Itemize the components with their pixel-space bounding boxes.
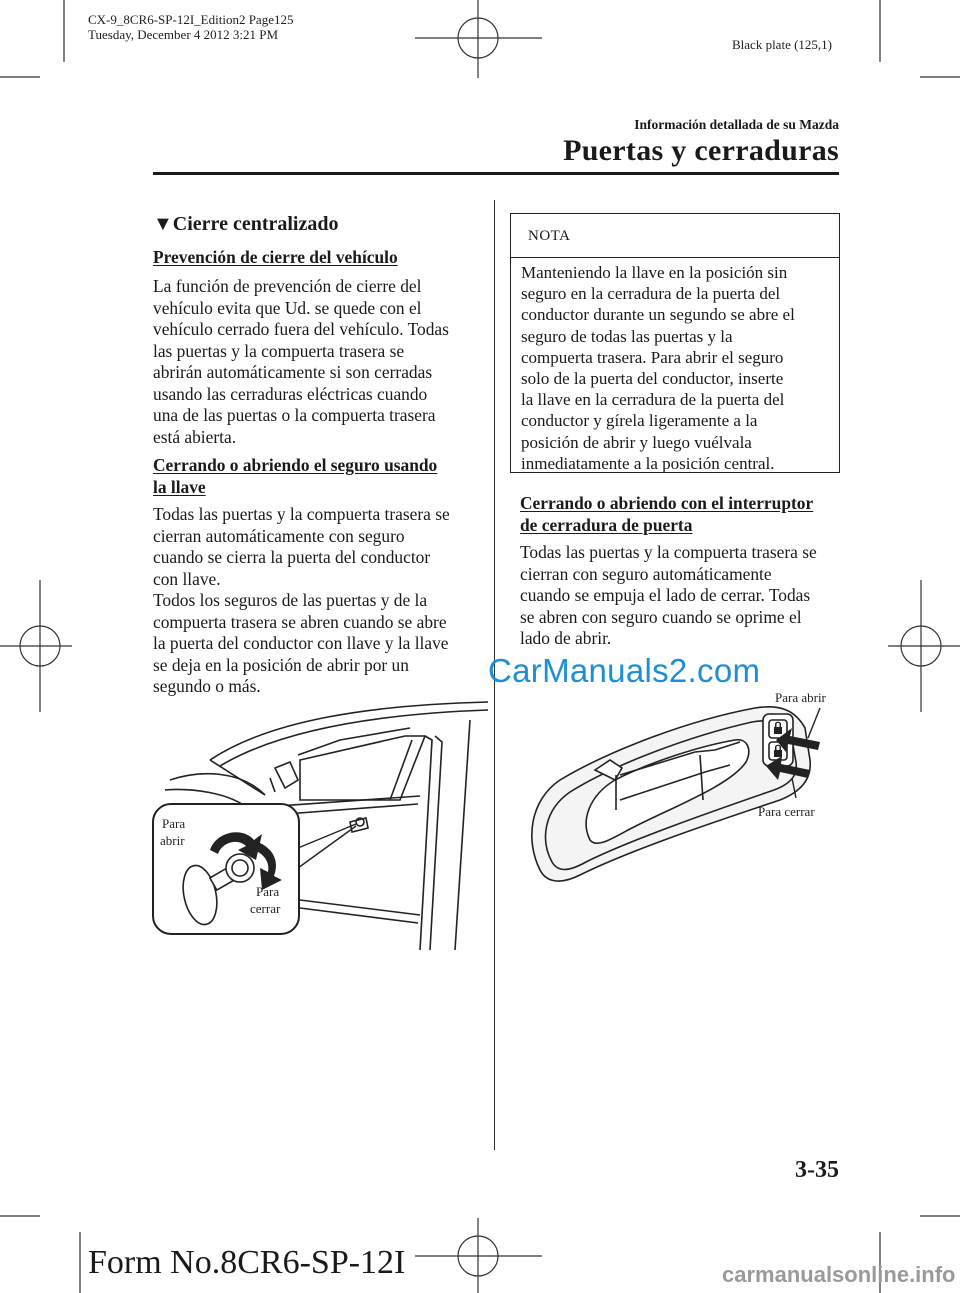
- text-line: se abren con seguro cuando se oprime el: [520, 606, 802, 627]
- note-line: compuerta trasera. Para abrir el seguro: [521, 347, 784, 367]
- subhead-switch-lock: [520, 493, 813, 536]
- text-line: las puertas y la compuerta trasera se: [153, 340, 405, 361]
- label-para-close-2: cerrar: [250, 901, 281, 916]
- paragraph-key-lock: [153, 504, 488, 698]
- note-line: conductor durante un segundo se abre el: [521, 305, 795, 325]
- print-header-file: CX-9_8CR6-SP-12I_Edition2 Page125: [88, 12, 294, 27]
- label-para-close-1: Para: [256, 884, 280, 899]
- section-header: Puertas y cerraduras: [563, 134, 839, 167]
- form-number: Form No.8CR6-SP-12I: [88, 1244, 406, 1281]
- chapter-header: Información detallada de su Mazda: [634, 117, 839, 132]
- label-para-cerrar: Para cerrar: [758, 804, 815, 819]
- door-key-illustration: [150, 700, 490, 950]
- text-line: segundo o más.: [153, 676, 261, 696]
- text-line: cierran con seguro automáticamente: [520, 563, 772, 584]
- label-para-open-2: abrir: [160, 833, 185, 848]
- text-line: Todas las puertas y la compuerta trasera se: [153, 504, 450, 524]
- print-header-plate: Black plate (125,1): [732, 37, 832, 52]
- note-line: inmediatamente a la posición central.: [521, 453, 775, 473]
- text-line: cierran automáticamente con seguro: [153, 525, 405, 546]
- note-line: posición de abrir y luego vuélvala: [521, 432, 752, 452]
- text-line: usando las cerraduras eléctricas cuando: [153, 383, 428, 404]
- note-title: NOTA: [528, 228, 571, 244]
- note-line: la llave en la cerradura de la puerta del: [521, 390, 785, 410]
- note-line: solo de la puerta del conductor, inserte: [521, 369, 784, 389]
- door-switch-illustration: [520, 680, 845, 890]
- subhead-line: Cerrando o abriendo el seguro usando: [153, 455, 438, 475]
- text-line: está abierta.: [153, 426, 237, 447]
- text-line: Todos los seguros de las puertas y de la: [153, 590, 428, 610]
- text-line: compuerta trasera se abren cuando se abre: [153, 611, 447, 632]
- text-line: La función de prevención de cierre del: [153, 276, 422, 296]
- text-line: cuando se cierra la puerta del conductor: [153, 547, 431, 567]
- subhead-key-lock: [153, 455, 437, 498]
- text-line: con llave.: [153, 568, 221, 589]
- text-line: una de las puertas o la compuerta trasera: [153, 405, 436, 425]
- text-line: lado de abrir.: [520, 628, 612, 648]
- subhead-lock-prevention: Prevención de cierre del vehículo: [153, 247, 398, 267]
- print-header-date: Tuesday, December 4 2012 3:21 PM: [88, 27, 279, 42]
- text-line: abrirán automáticamente si son cerradas: [153, 362, 433, 382]
- text-line: vehículo evita que Ud. se quede con el: [153, 297, 422, 318]
- watermark-logo: CarManuals2.com: [488, 652, 761, 689]
- text-line: la puerta del conductor con llave y la llave: [153, 633, 449, 653]
- note-box: [510, 213, 840, 473]
- text-line: cuando se empuja el lado de cerrar. Todas: [520, 585, 811, 605]
- label-para-abrir: Para abrir: [775, 690, 826, 705]
- header-rule: [153, 172, 839, 175]
- note-line: seguro de todas las puertas y la: [521, 326, 733, 346]
- text-line: Todas las puertas y la compuerta trasera se: [520, 542, 817, 562]
- note-divider: [511, 257, 839, 258]
- note-line: conductor y gírela ligeramente a la: [521, 411, 758, 431]
- subhead-line: de cerradura de puerta: [520, 514, 693, 535]
- paragraph-lock-prevention: [153, 276, 483, 448]
- section-title: ▼Cierre centralizado: [153, 213, 339, 235]
- note-line: Manteniendo la llave en la posición sin: [521, 263, 788, 282]
- paragraph-switch-lock: [520, 542, 850, 650]
- page-number: 3-35: [795, 1157, 839, 1183]
- text-line: se deja en la posición de abrir por un: [153, 654, 409, 675]
- subhead-line: la llave: [153, 476, 206, 497]
- subhead-line: Cerrando o abriendo con el interruptor: [520, 493, 814, 513]
- text-line: vehículo cerrado fuera del vehículo. Todas: [153, 319, 449, 339]
- footer-site: carmanualsonline.info: [722, 1262, 956, 1287]
- label-para-open-1: Para: [162, 816, 186, 831]
- note-body: [521, 262, 839, 474]
- note-line: seguro en la cerradura de la puerta del: [521, 284, 781, 304]
